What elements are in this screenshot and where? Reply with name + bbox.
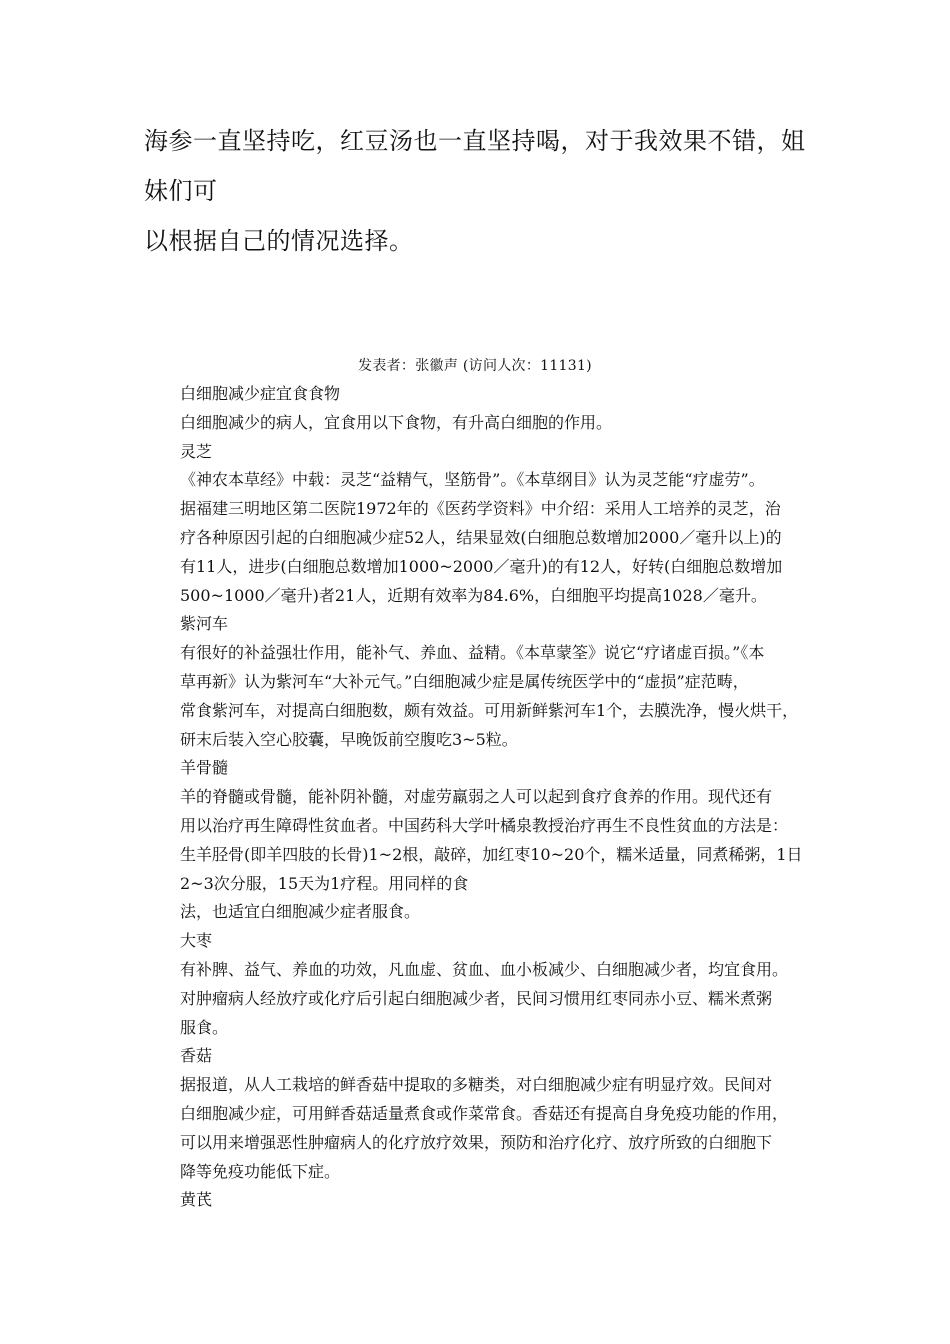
section-line: 据福建三明地区第二医院1972年的《医药学资料》中介绍：采用人工培养的灵芝，治 [180,499,781,519]
section-heading: 大枣 [180,931,213,951]
section-heading: 香菇 [180,1046,213,1066]
section-line: 对肿瘤病人经放疗或化疗后引起白细胞减少者，民间习惯用红枣同赤小豆、糯米煮粥 [180,988,773,1008]
section-line: 羊的脊髓或骨髓，能补阴补髓，对虚劳羸弱之人可以起到食疗食养的作用。现代还有 [180,787,773,807]
section-line: 500~1000／毫升)者21人，近期有效率为84.6%，白细胞平均提高1028／毫升。 [180,585,767,605]
intro-line: 海参一直坚持吃，红豆汤也一直坚持喝，对于我效果不错，姐妹们可 [144,127,806,205]
section-ziheche [180,610,810,754]
section-line: 《神农本草经》中载：灵芝“益精气，坚筋骨”。《本草纲目》认为灵芝能“疗虚劳”。 [180,470,765,490]
section-line: 有很好的补益强壮作用，能补气、养血、益精。《本草蒙筌》说它“疗诸虚百损。”《本 [180,643,765,663]
article-intro: 白细胞减少的病人，宜食用以下食物，有升高白细胞的作用。 [180,412,613,432]
section-line: 2~3次分服，15天为1疗程。用同样的食 [180,873,469,893]
section-heading: 灵芝 [180,441,213,461]
section-line: 降等免疫功能低下症。 [180,1161,341,1181]
section-line: 常食紫河车，对提高白细胞数，颇有效益。可用新鲜紫河车1个，去膜洗净，慢火烘干， [180,700,799,720]
section-heading: 黄芪 [180,1190,213,1210]
section-lingzhi [180,438,810,611]
section-line: 据报道，从人工栽培的鲜香菇中提取的多糖类，对白细胞减少症有明显疗效。民间对 [180,1075,773,1095]
section-dazao [180,927,810,1042]
section-line: 白细胞减少症，可用鲜香菇适量煮食或作菜常食。香菇还有提高自身免疫功能的作用， [180,1103,789,1123]
section-line: 用以治疗再生障碍性贫血者。中国药科大学叶橘泉教授治疗再生不良性贫血的方法是： [180,815,789,835]
section-line: 有11人，进步(白细胞总数增加1000~2000／毫升)的有12人，好转(白细胞总数增加 [180,556,783,576]
section-line: 疗各种原因引起的白细胞减少症52人，结果显效(白细胞总数增加2000／毫升以上)的 [180,527,782,547]
section-line: 法，也适宜白细胞减少症者服食。 [180,902,421,922]
section-xianggu [180,1042,810,1186]
section-heading: 羊骨髓 [180,758,229,778]
section-huangqi [180,1186,810,1215]
section-line: 可以用来增强恶性肿瘤病人的化疗放疗效果，预防和治疗化疗、放疗所致的白细胞下 [180,1132,773,1152]
section-yanggusui [180,754,810,927]
article-title: 白细胞减少症宜食食物 [180,384,341,403]
author-byline: 发表者：张徽声 (访问人次：11131) [358,358,592,374]
intro-paragraph [144,116,824,266]
section-line: 服食。 [180,1017,229,1037]
section-line: 草再新》认为紫河车“大补元气。”白细胞减少症是属传统医学中的“虚损”症范畴， [180,671,749,691]
section-line: 生羊胫骨(即羊四肢的长骨)1~2根，敲碎，加红枣10~20个，糯米适量，同煮稀粥，1日 [180,844,803,864]
article [180,380,810,1215]
intro-line: 以根据自己的情况选择。 [144,227,414,255]
section-heading: 紫河车 [180,614,229,634]
section-line: 研末后装入空心胶囊，早晚饭前空腹吃3~5粒。 [180,729,518,749]
section-line: 有补脾、益气、养血的功效，凡血虚、贫血、血小板减少、白细胞减少者，均宜食用。 [180,959,789,979]
